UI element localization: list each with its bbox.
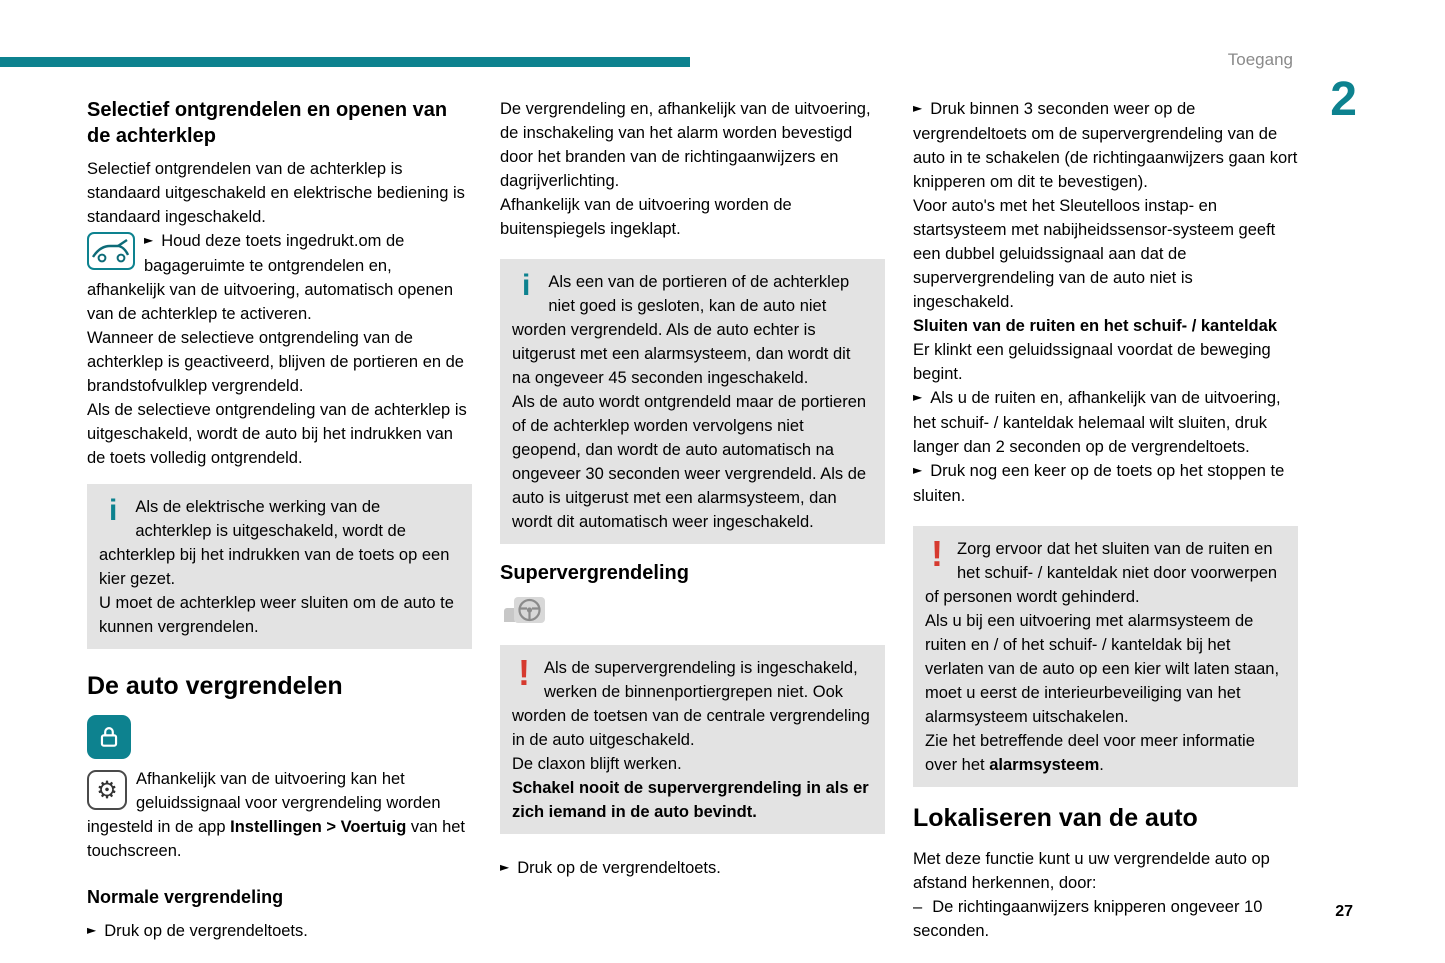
content-columns [87,97,1299,944]
chapter-number: 2 [1330,73,1357,126]
body-paragraph: De vergrendeling en, afhankelijk van de uitvoering, de inschakeling van het alarm worden bevestigd door het branden van de richtingaanwijzers en dagrijverlichting. [500,100,871,190]
info-icon: i [109,494,118,527]
action-paragraph [913,97,1298,194]
header-rule [0,57,690,67]
warning-icon: ! [931,533,943,574]
settings-paragraph [87,767,472,863]
settings-text-post: van het touchscreen. [87,818,466,860]
alarm-system-ref: alarmsysteem [989,756,1100,774]
subheading-close-windows: Sluiten van de ruiten en het schuif- / kanteldak [913,317,1277,335]
section-label: Toegang [1227,50,1293,69]
trunk-action-text: Houd deze toets ingedrukt.om de bagageruimte te ontgrendelen en, afhankelijk van de uitvoering, automatisch openen van de achterklep te activeren. [87,232,453,323]
warning-box-paragraph: Zie het betreffende deel voor meer informatie over het alarmsysteem. [925,732,1255,774]
action-text: Druk op de vergrendeltoets. [104,922,308,940]
intro-paragraph: Selectief ontgrendelen van de achterklep is standaard uitgeschakeld en elektrische bediening is standaard ingeschakeld. [87,160,465,226]
warning-box-paragraph: Als u bij een uitvoering met alarmsysteem de ruiten en / of het schuif- / kanteldak bij het verlaten van de auto op een kier wilt laten staan, moet u eerst de interieurbeveiliging van het alarmsysteem uitschakelen. [925,612,1280,726]
trunk-release-icon [87,232,135,270]
heading-selective-unlock: Selectief ontgrendelen en openen van de achterklep [87,99,448,147]
action-text: Druk binnen 3 seconden weer op de vergrendeltoets om de supervergrendeling van de auto in te schakelen (de richtingaanwijzers gaan kort knipperen om dit te bevestigen). [913,100,1298,191]
arrow-icon: ► [913,390,923,404]
arrow-icon: ► [913,463,923,477]
warning-box-bold: Schakel nooit de supervergrendeling in als er zich iemand in de auto bevindt. [512,779,869,821]
info-box-paragraph: Als een van de portieren of de achterklep niet goed is gesloten, kan de auto niet worden vergrendeld. Als de auto echter is uitgerust met een alarmsysteem, dan wordt dit na ongeveer 45 seconden ingeschakeld. [512,273,851,387]
trunk-action-paragraph [87,229,472,326]
warning-box [913,526,1298,787]
settings-text-pre: Afhankelijk van de uitvoering kan het geluidssignaal voor vergrendeling worden ingesteld in de app [87,770,441,836]
body-paragraph: Afhankelijk van de uitvoering worden de buitenspiegels ingeklapt. [500,196,792,238]
dash-item-text: De richtingaanwijzers knipperen ongeveer 10 seconden. [913,898,1263,940]
column-middle [500,97,885,944]
action-text: Druk nog een keer op de toets op het stoppen te sluiten. [913,462,1285,505]
body-paragraph: Voor auto's met het Sleutelloos instap- en startsysteem met nabijheidssensor-systeem geeft een dubbel geluidssignaal aan dat de supervergrendeling van de auto niet is ingeschakeld. [913,197,1276,311]
body-paragraph: Met deze functie kunt u uw vergrendelde auto op afstand herkennen, door: [913,850,1270,892]
warning-icon: ! [518,652,530,693]
arrow-icon: ► [87,923,97,937]
info-box [500,259,885,544]
arrow-icon: ► [144,233,154,247]
info-icon: i [522,269,531,302]
arrow-icon: ► [500,860,510,874]
action-text: Druk op de vergrendeltoets. [517,859,721,877]
warning-box-paragraph: Zorg ervoor dat het sluiten van de ruiten en het schuif- / kanteldak niet door voorwerpen of personen wordt gehinderd. [925,540,1278,606]
lock-icon [87,715,131,759]
info-box [87,484,472,649]
arrow-icon: ► [913,101,923,115]
heading-normal-lock: Normale vergrendeling [87,887,284,907]
info-box-paragraph: Als de auto wordt ontgrendeld maar de portieren of de achterklep worden vervolgens niet geopend, dan wordt de auto automatisch na ongeveer 30 seconden weer vergrendeld. Als de auto is uitgerust met een alarmsysteem, dan wordt dit automatisch weer ingeschakeld. [512,393,867,531]
dash-list-item [913,895,1298,943]
steering-lock-icon [500,594,885,631]
settings-menu-path: Instellingen > Voertuig [230,818,407,836]
warning-box-paragraph: Als de supervergrendeling is ingeschakeld, werken de binnenportiergrepen niet. Ook worden de toetsen van de centrale vergrendeling in de auto uitgeschakeld. [512,659,870,749]
body-paragraph: Er klinkt een geluidssignaal voordat de beweging begint. [913,341,1271,383]
action-text: Als u de ruiten en, afhankelijk van de uitvoering, het schuif- / kanteldak helemaal wilt sluiten, druk langer dan 2 seconden op de vergrendeltoets. [913,389,1281,456]
info-box-paragraph: U moet de achterklep weer sluiten om de auto te kunnen vergrendelen. [99,594,454,636]
warning-box [500,645,885,834]
dash-icon: – [913,898,923,916]
heading-lock-car: De auto vergrendelen [87,672,343,700]
action-paragraph [913,386,1298,459]
page-number: 27 [1335,903,1353,920]
column-right [913,97,1298,944]
action-paragraph [87,919,472,944]
body-paragraph: Wanneer de selectieve ontgrendeling van de achterklep is geactiveerd, blijven de portieren en de brandstofvulklep vergrendeld. [87,329,464,395]
heading-deadlock: Supervergrendeling [500,562,689,584]
action-paragraph [500,856,885,881]
action-paragraph [913,459,1298,508]
heading-locate-car: Lokaliseren van de auto [913,804,1198,832]
warning-box-paragraph: De claxon blijft werken. [512,755,682,773]
column-left [87,97,472,944]
body-paragraph: Als de selectieve ontgrendeling van de achterklep is uitgeschakeld, wordt de auto bij het indrukken van de toets volledig ontgrendeld. [87,401,467,467]
info-box-paragraph: Als de elektrische werking van de achterklep is uitgeschakeld, wordt de achterklep bij het indrukken van de toets op een kier gezet. [99,498,450,588]
gear-icon: ⚙ [87,770,127,810]
